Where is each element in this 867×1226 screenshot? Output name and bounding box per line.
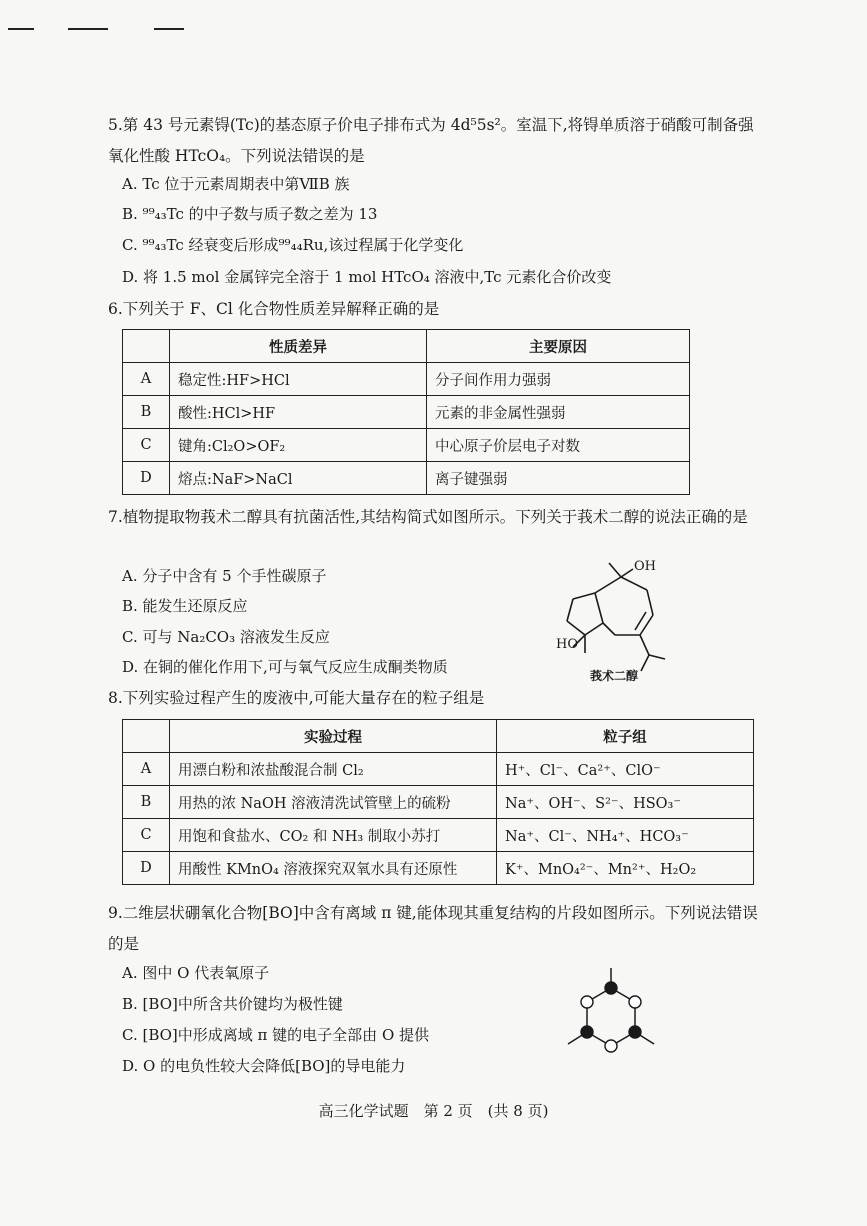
row-letter: D xyxy=(123,852,170,885)
boron-atom xyxy=(581,1026,593,1038)
row-process: 用热的浓 NaOH 溶液清洗试管壁上的硫粉 xyxy=(170,786,497,819)
row-property: 酸性:HCl>HF xyxy=(170,396,427,429)
q8-stem: 8.下列实验过程产生的废液中,可能大量存在的粒子组是 xyxy=(108,689,485,707)
row-process: 用酸性 KMnO₄ 溶液探究双氧水具有还原性 xyxy=(170,852,497,885)
q6-stem: 6.下列关于 F、Cl 化合物性质差异解释正确的是 xyxy=(108,300,440,318)
q9-option-c: C. [BO]中形成离域 π 键的电子全部由 O 提供 xyxy=(122,1026,430,1044)
q7-option-a: A. 分子中含有 5 个手性碳原子 xyxy=(122,567,327,585)
oxygen-atom xyxy=(605,1040,617,1052)
q5-option-c: C. ⁹⁹₄₃Tc 经衰变后形成⁹⁹₄₄Ru,该过程属于化学变化 xyxy=(122,236,464,254)
table-row xyxy=(123,396,690,429)
row-ions: Na⁺、OH⁻、S²⁻、HSO₃⁻ xyxy=(497,786,754,819)
table-row xyxy=(123,786,754,819)
row-reason: 分子间作用力强弱 xyxy=(427,363,690,396)
row-letter: A xyxy=(123,363,170,396)
row-process: 用饱和食盐水、CO₂ 和 NH₃ 制取小苏打 xyxy=(170,819,497,852)
q8-table xyxy=(122,719,754,885)
row-ions: K⁺、MnO₄²⁻、Mn²⁺、H₂O₂ xyxy=(497,852,754,885)
q7-option-d: D. 在铜的催化作用下,可与氧气反应生成酮类物质 xyxy=(122,658,448,676)
row-property: 熔点:NaF>NaCl xyxy=(170,462,427,495)
q9-option-d: D. O 的电负性较大会降低[BO]的导电能力 xyxy=(122,1057,406,1075)
row-reason: 离子键强弱 xyxy=(427,462,690,495)
row-letter: C xyxy=(123,819,170,852)
boron-atom xyxy=(605,982,617,994)
q5-option-b: B. ⁹⁹₄₃Tc 的中子数与质子数之差为 13 xyxy=(122,205,378,223)
q7-option-b: B. 能发生还原反应 xyxy=(122,597,248,615)
table-header: 主要原因 xyxy=(427,330,690,363)
table-header: 实验过程 xyxy=(170,720,497,753)
oxygen-atom xyxy=(629,996,641,1008)
q5-stem: 5.第 43 号元素锝(Tc)的基态原子价电子排布式为 4d⁵5s²。室温下,将锝单质溶于硝酸可制备强氧化性酸 HTcO₄。下列说法错误的是 xyxy=(108,116,754,165)
page-footer: 高三化学试题 第 2 页 (共 8 页) xyxy=(318,1102,549,1120)
table-header: 粒子组 xyxy=(497,720,754,753)
table-header-row xyxy=(123,720,754,753)
table-row xyxy=(123,852,754,885)
row-letter: A xyxy=(123,753,170,786)
q5-option-d: D. 将 1.5 mol 金属锌完全溶于 1 mol HTcO₄ 溶液中,Tc 元素化合价改变 xyxy=(122,268,612,286)
row-letter: B xyxy=(123,786,170,819)
row-property: 稳定性:HF>HCl xyxy=(170,363,427,396)
q6-table xyxy=(122,329,690,495)
boron-atom xyxy=(629,1026,641,1038)
q7-stem: 7.植物提取物莪术二醇具有抗菌活性,其结构简式如图所示。下列关于莪术二醇的说法正确的是 xyxy=(108,508,748,526)
row-property: 键角:Cl₂O>OF₂ xyxy=(170,429,427,462)
table-header-empty xyxy=(123,330,170,363)
oxygen-atom xyxy=(581,996,593,1008)
row-letter: C xyxy=(123,429,170,462)
oh-label-bottom: HO xyxy=(556,637,578,652)
table-row xyxy=(123,462,690,495)
table-header: 性质差异 xyxy=(170,330,427,363)
row-process: 用漂白粉和浓盐酸混合制 Cl₂ xyxy=(170,753,497,786)
table-row xyxy=(123,753,754,786)
table-row xyxy=(123,429,690,462)
bo-hexagon-structure xyxy=(560,960,670,1065)
q9-option-b: B. [BO]中所含共价键均为极性键 xyxy=(122,995,343,1013)
table-row xyxy=(123,363,690,396)
row-letter: B xyxy=(123,396,170,429)
oh-label-top: OH xyxy=(634,559,656,574)
q7-option-c: C. 可与 Na₂CO₃ 溶液发生反应 xyxy=(122,628,330,646)
row-reason: 元素的非金属性强弱 xyxy=(427,396,690,429)
figure-caption: 莪术二醇 xyxy=(590,669,639,683)
q9-option-a: A. 图中 O 代表氧原子 xyxy=(122,964,270,982)
table-header-empty xyxy=(123,720,170,753)
row-reason: 中心原子价层电子对数 xyxy=(427,429,690,462)
row-ions: H⁺、Cl⁻、Ca²⁺、ClO⁻ xyxy=(497,753,754,786)
q5-option-a: A. Tc 位于元素周期表中第ⅦB 族 xyxy=(122,175,350,193)
table-row xyxy=(123,819,754,852)
row-ions: Na⁺、Cl⁻、NH₄⁺、HCO₃⁻ xyxy=(497,819,754,852)
q9-stem: 9.二维层状硼氧化合物[BO]中含有离域 π 键,能体现其重复结构的片段如图所示。下列说法错误的是 xyxy=(108,904,758,953)
row-letter: D xyxy=(123,462,170,495)
table-header-row xyxy=(123,330,690,363)
